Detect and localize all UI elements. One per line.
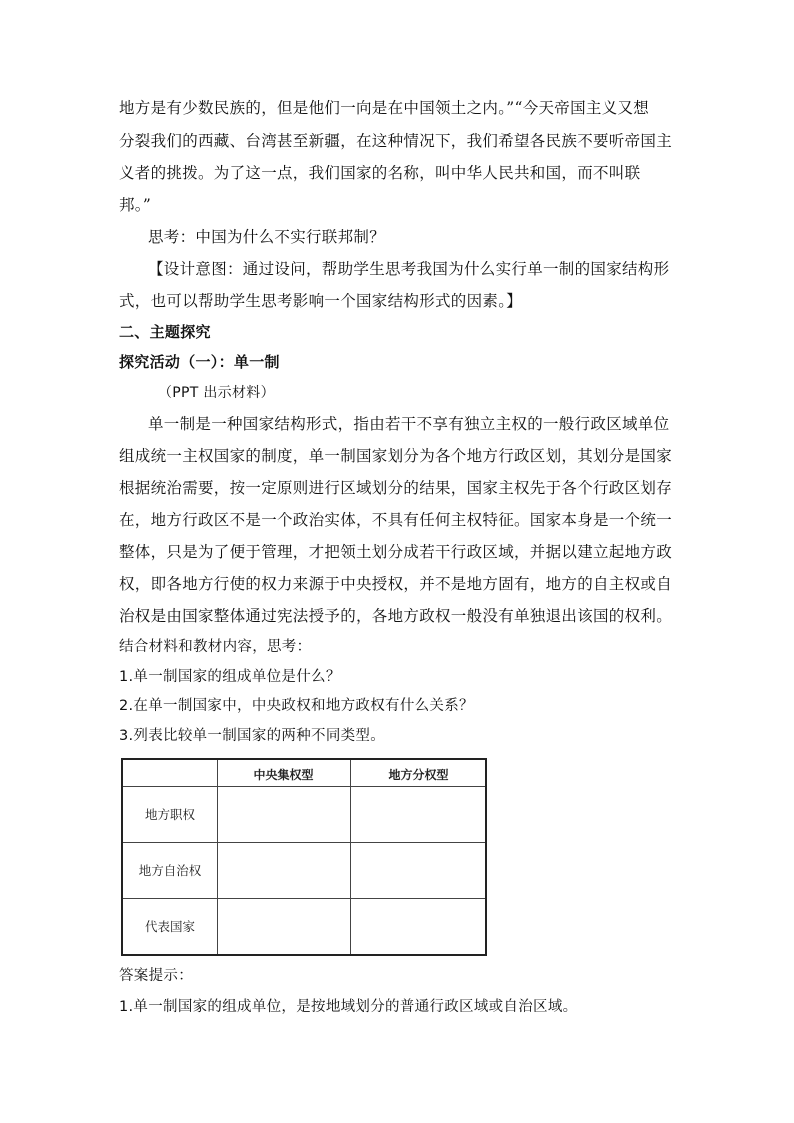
design-intent-line: 式，也可以帮助学生思考影响一个国家结构形式的因素。】	[119, 292, 523, 310]
design-intent-line: 【设计意图：通过设问，帮助学生思考我国为什么实行单一制的国家结构形	[148, 260, 670, 278]
comparison-table	[121, 758, 487, 956]
paragraph-line: 邦。”	[119, 196, 152, 214]
paragraph-line: 分裂我们的西藏、台湾甚至新疆，在这种情况下，我们希望各民族不要听帝国主	[119, 132, 673, 150]
answer-heading: 答案提示：	[119, 968, 193, 984]
activity-heading: 探究活动（一）：单一制	[119, 353, 280, 371]
material-line: 根据统治需要，按一定原则进行区域划分的结果，国家主权先于各个行政区划存	[119, 479, 673, 497]
answer-1: 1.单一制国家的组成单位，是按地域划分的普通行政区域或自治区域。	[119, 999, 578, 1015]
table-divider	[123, 898, 485, 899]
paragraph-line: 地方是有少数民族的，但是他们一向是在中国领土之内。”“今天帝国主义又想	[119, 99, 650, 117]
material-line: 权，即各地方行使的权力来源于中央授权，并不是地方固有，地方的自主权或自	[119, 575, 673, 593]
material-line: 在，地方行政区不是一个政治实体，不具有任何主权特征。国家本身是一个统一	[119, 511, 673, 529]
paragraph-line: 义者的挑拨。为了这一点，我们国家的名称，叫中华人民共和国，而不叫联	[119, 164, 641, 182]
table-divider	[350, 760, 351, 954]
table-header-local: 地方分权型	[388, 768, 449, 782]
table-row-label: 地方自治权	[138, 863, 202, 878]
table-header-central: 中央集权型	[253, 768, 314, 782]
question-2: 2.在单一制国家中，中央政权和地方政权有什么关系？	[119, 698, 474, 714]
section-heading: 二、主题探究	[119, 323, 211, 341]
combine-prompt: 结合材料和教材内容，思考：	[119, 639, 312, 655]
material-line: 单一制是一种国家结构形式，指由若干不享有独立主权的一般行政区域单位	[148, 415, 670, 433]
question-3: 3.列表比较单一制国家的两种不同类型。	[119, 728, 386, 744]
question-1: 1.单一制国家的组成单位是什么？	[119, 669, 341, 685]
table-divider	[123, 842, 485, 843]
think-question: 思考：中国为什么不实行联邦制？	[148, 228, 386, 246]
ppt-note: （PPT 出示材料）	[158, 385, 275, 401]
material-line: 组成统一主权国家的制度，单一制国家划分为各个地方行政区划，其划分是国家	[119, 447, 673, 465]
table-divider	[123, 786, 485, 787]
table-row-label: 地方职权	[144, 807, 195, 822]
material-line: 治权是由国家整体通过宪法授予的，各地方政权一般没有单独退出该国的权利。	[119, 607, 673, 625]
table-row-label: 代表国家	[144, 919, 195, 934]
table-divider	[217, 760, 218, 954]
material-line: 整体，只是为了便于管理，才把领土划分成若干行政区域，并据以建立起地方政	[119, 543, 673, 561]
